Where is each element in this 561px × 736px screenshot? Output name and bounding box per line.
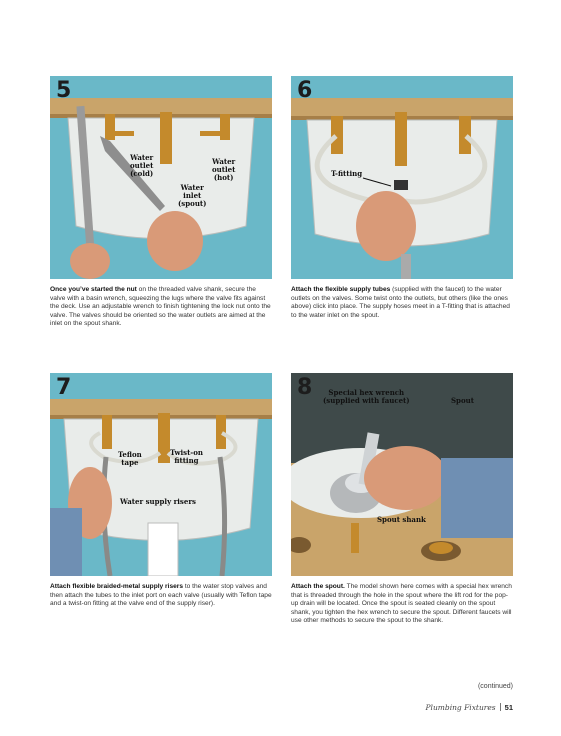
label-spout-shank: Spout shank [377, 515, 426, 524]
step-6-caption [291, 286, 513, 320]
page-number: 51 [504, 703, 513, 712]
step-7-illustration [50, 373, 272, 576]
label-water-supply-risers: Water supply risers [120, 497, 196, 506]
caption-lead: Attach flexible braided-metal supply risers [50, 583, 184, 590]
step-number: 8 [297, 375, 313, 400]
step-number: 6 [297, 78, 313, 103]
step-6-illustration [291, 76, 513, 279]
label-special-hex-wrench: Special hex wrench (supplied with faucet) [323, 388, 410, 405]
label-t-fitting: T-fitting [331, 169, 363, 178]
step-6-photo [291, 76, 513, 279]
section-title: Plumbing Fixtures [425, 703, 496, 712]
caption-body: (supplied with the faucet) to the water outlets on the valves. Some twist onto the outlets, but others (like the ones above) click into place. The supply hoses meet in a T-fitting that is attached to the water inlet on the spout. [291, 286, 510, 319]
step-5-caption [50, 286, 272, 329]
label-water-outlet-cold: Water outlet (cold) [130, 153, 154, 178]
caption-lead: Attach the flexible supply tubes [291, 286, 391, 293]
footer-divider [500, 703, 501, 711]
step-8-photo [291, 373, 513, 576]
step-7-caption [50, 583, 272, 609]
caption-lead: Once you’ve started the nut [50, 286, 137, 293]
step-number: 7 [56, 375, 72, 400]
step-8-caption [291, 583, 513, 626]
label-teflon-tape: Teflon tape [118, 450, 142, 467]
caption-body: to the water stop valves and then attach the tubes to the inlet port on each valve (usually with Teflon tape and a twist-on fitting at the valve end of the supply riser). [50, 583, 272, 608]
label-spout: Spout [451, 396, 474, 405]
step-5-illustration [50, 76, 272, 279]
label-water-inlet-spout: Water inlet (spout) [178, 183, 207, 208]
caption-body: on the threaded valve shank, secure the valve with a basin wrench, squeezing the lugs where the valve fits against the deck. Use an adjustable wrench to finish tightening the lock nut onto the valve. The valves should be oriented so the water outlets are aimed at the inlet on the spout shank. [50, 286, 271, 328]
step-7-photo [50, 373, 272, 576]
caption-lead: Attach the spout. [291, 583, 345, 590]
label-water-outlet-hot: Water outlet (hot) [212, 157, 236, 182]
page-footer [426, 703, 514, 712]
label-twist-on-fitting: Twist-on fitting [170, 448, 203, 465]
step-5-photo [50, 76, 272, 279]
continued-note: (continued) [477, 683, 513, 690]
caption-body: The model shown here comes with a special hex wrench that is threaded through the hole in the spout where the lift rod for the pop-up drain will be located. Once the spout is seated cleanly on the spout shank, you tighten the hex wrench to secure the spout. Different faucets will use other methods to secure the spout to the shank. [291, 583, 512, 625]
step-number: 5 [56, 78, 72, 103]
